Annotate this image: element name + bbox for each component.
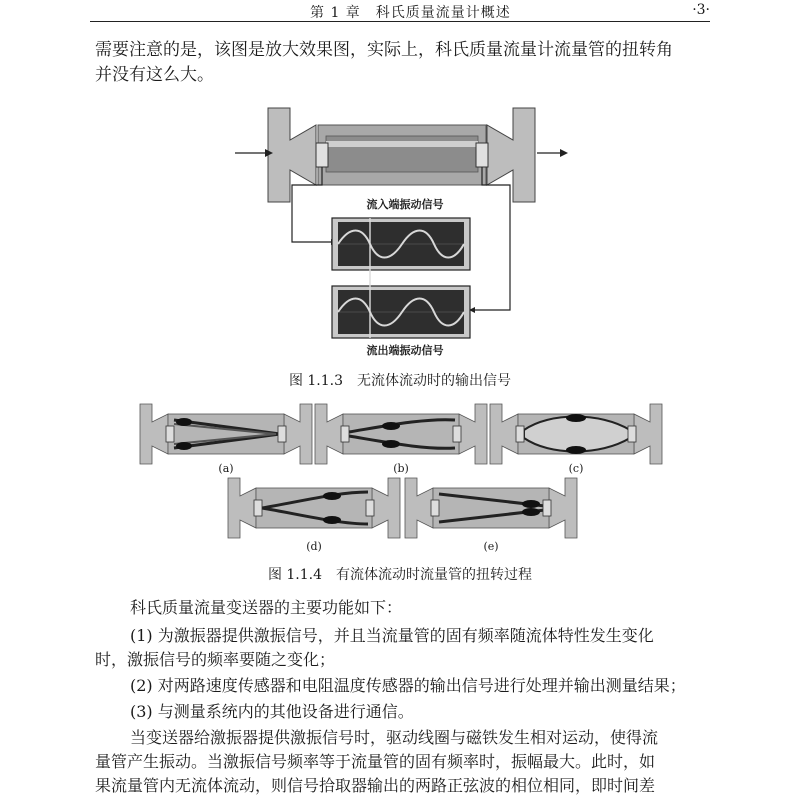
body-line-2: (1) 为激振器提供激振信号，并且当流量管的固有频率随流体特性发生变化 — [130, 626, 654, 645]
twist-stage-d — [228, 478, 400, 538]
sub-label-b: (b) — [393, 462, 409, 475]
flow-tube-highlight — [326, 141, 478, 147]
body-line-7: 量管产生振动。当激振信号频率等于流量管的固有频率时，振幅最大。此时，如 — [95, 752, 656, 771]
page-number: ·3· — [692, 2, 710, 18]
chapter-title: 第 1 章 科氏质量流量计概述 — [310, 5, 511, 21]
intro-line-2: 并没有这么大。 — [95, 65, 214, 85]
outlet-signal-label: 流出端振动信号 — [366, 344, 444, 357]
sub-label-d: (d) — [306, 540, 322, 553]
figure-1-1-4-caption: 图 1.1.4 有流体流动时流量管的扭转过程 — [267, 567, 533, 583]
sub-label-a: (a) — [218, 462, 234, 475]
intro-line-1: 需要注意的是，该图是放大效果图，实际上，科氏质量流量计流量管的扭转角 — [95, 40, 673, 60]
body-line-8: 果流量管内无流体流动，则信号拾取器输出的两路正弦波的相位相同，即时间差 — [95, 776, 656, 795]
outlet-signal-wire — [474, 167, 510, 310]
body-line-1: 科氏质量流量变送器的主要功能如下： — [130, 598, 403, 617]
sub-label-e: (e) — [483, 540, 499, 553]
body-line-5: (3) 与测量系统内的其他设备进行通信。 — [130, 702, 414, 721]
twist-stage-c — [490, 404, 662, 464]
figure-1-1-3-caption: 图 1.1.3 无流体流动时的输出信号 — [288, 373, 512, 389]
twist-stage-e — [405, 478, 577, 538]
outlet-sensor — [476, 143, 488, 167]
body-line-3: 时，激振信号的频率要随之变化； — [95, 650, 336, 669]
twist-stage-b — [315, 404, 487, 464]
outflow-arrow-icon — [560, 149, 568, 157]
twist-stage-a — [140, 404, 312, 464]
body-line-6: 当变送器给激振器提供激振信号时，驱动线圈与磁铁发生相对运动，使得流 — [130, 728, 659, 747]
body-line-4: (2) 对两路速度传感器和电阻温度传感器的输出信号进行处理并输出测量结果； — [130, 676, 686, 695]
right-flange — [487, 108, 535, 202]
inlet-signal-label: 流入端振动信号 — [366, 198, 444, 211]
sub-label-c: (c) — [568, 462, 584, 475]
inlet-sensor — [316, 143, 328, 167]
